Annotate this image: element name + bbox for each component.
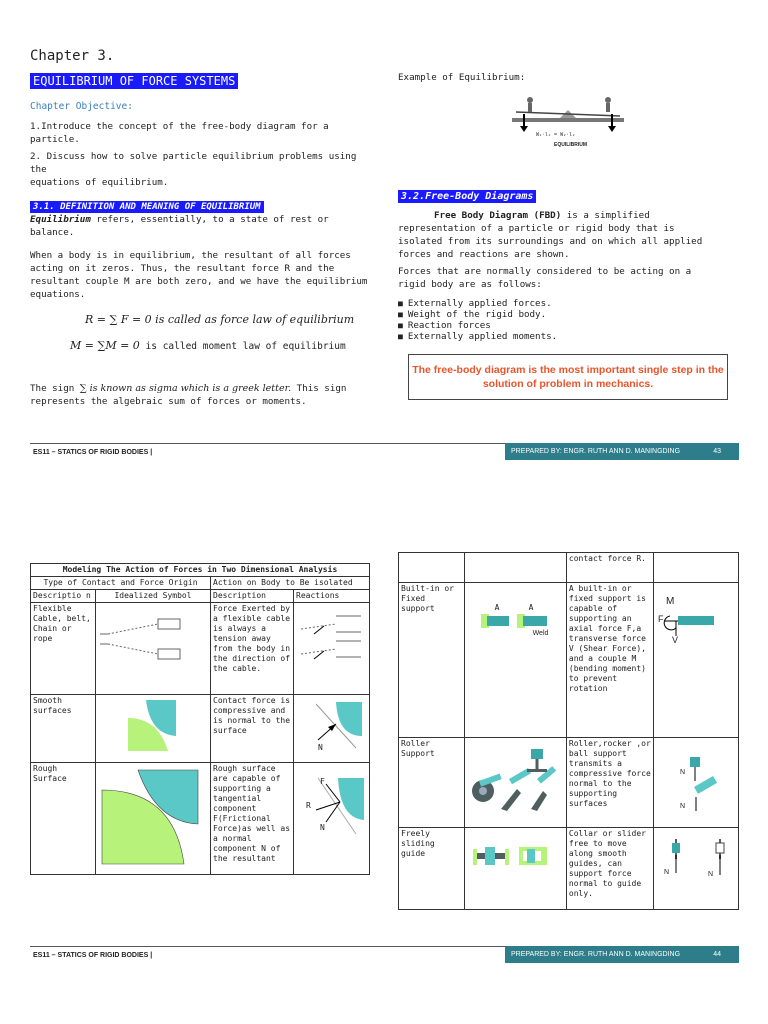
sigma-paragraph [30,382,370,408]
equilibrium-def-rest: refers, essentially, to a state of rest or balance. [30,214,329,238]
section-3-2-heading [398,184,536,203]
table-row [399,553,739,583]
row-desc: Contact force is compressive and is normal to the surface [211,695,294,763]
fbd-callout: The free-body diagram is the most important single step in the solution of problem in mechanics. [408,354,728,400]
body-paragraph: When a body is in equilibrium, the resultant of all forces acting on it zeros. Thus, the resultant force R and the resultant couple M are both zero, and we have the equilibrium equations. [30,250,368,300]
table-row [399,828,739,910]
equilibrium-definition [30,213,370,239]
chapter-heading: Chapter 3. [30,48,115,64]
row-name: Flexible Cable, belt, Chain or rope [31,603,96,695]
section-3-1-heading [30,194,264,213]
footer-course: ES11 – STATICS OF RIGID BODIES | [33,952,153,959]
row-name: Smooth surfaces [31,695,96,763]
table-title: Modeling The Action of Forces in Two Dimensional Analysis [31,564,370,577]
sub-reactions: Reactions [294,590,370,603]
row-symbol [464,553,566,583]
moment-law-equation [70,339,346,353]
label-a2: A [528,603,534,612]
sliding-guide-symbol [464,828,566,910]
list-item: ■ Externally applied moments. [398,331,718,342]
footer-prepared-by [505,946,739,963]
row-desc: Rough surface are capable of supporting a tangential component F(Frictional Force)as well as a normal component N of the resultant [211,763,294,875]
fixed-support-symbol [464,583,566,738]
roller-support-reaction [654,738,739,828]
objective-2-line1: 2. Discuss how to solve particle equilibrium problems using the [30,151,357,175]
shear-label: V [672,635,679,645]
fbd-definition [398,209,716,261]
force-modeling-table [30,563,370,875]
axial-label: F [658,614,664,624]
table-row [399,738,739,828]
col-contact-type: Type of Contact and Force Origin [31,577,211,590]
chapter-title-text: EQUILIBRIUM OF FORCE SYSTEMS [30,73,238,89]
friction-label: F [320,777,325,786]
moment-law-rest: is called moment law of equilibrium [139,341,346,352]
sliding-guide-reaction [654,828,739,910]
row-desc: contact force R. [566,553,653,583]
cable-reaction [294,603,370,695]
normal-label-2: N [708,871,714,878]
footer-course: ES11 – STATICS OF RIGID BODIES | [33,449,153,456]
table-row [399,583,739,738]
sigma-c: This sign represents the algebraic sum of forces or moments. [30,383,347,407]
roller-support-symbol [464,738,566,828]
sub-description: Descriptio n [31,590,96,603]
col-action: Action on Body to Be isolated [211,577,370,590]
normal-label-2: N [680,803,686,810]
table-row [31,603,370,695]
list-item: ■ Externally applied forces. [398,298,718,309]
sigma-a: The sign [30,383,80,394]
smooth-surface-symbol [96,695,211,763]
support-table [398,552,739,910]
objective-heading: Chapter Objective: [30,101,133,112]
row-name: Rough Surface [31,763,96,875]
moment-law-lhs: M = ∑M = 0 [70,339,140,352]
footer-author: PREPARED BY: ENGR. RUTH ANN D. MANINGDING [511,951,681,958]
equilibrium-term: Equilibrium [30,214,91,225]
table-row [31,763,370,875]
resultant-label: R [306,801,311,810]
forces-list [398,298,718,342]
row-desc: Collar or slider free to move along smooth guides, can support force normal to guide only. [566,828,653,910]
svg-text:W₁·l₁ = W₂·l₂: W₁·l₁ = W₂·l₂ [536,132,576,138]
normal-label-1: N [680,769,686,776]
smooth-surface-reaction [294,695,370,763]
page-number: 44 [713,951,721,958]
list-item: ■ Weight of the rigid body. [398,309,718,320]
row-desc: Force Exerted by a flexible cable is always a tension away from the body in the direction of the cable. [211,603,294,695]
row-reaction [654,553,739,583]
label-a1: A [494,603,500,612]
example-caption: EQUILIBRIUM [554,142,588,148]
table-row [31,695,370,763]
row-desc: Roller,rocker ,or ball support transmits a compressive force normal to the supporting surfaces [566,738,653,828]
row-desc: A built-in or fixed support is capable of supporting an axial force F,a transverse force V (Shear Force), and a couple M (bending moment) to prevent rotation [566,583,653,738]
list-item: ■ Reaction forces [398,320,718,331]
sigma-b: ∑ is known as sigma which is a greek letter. [79,383,292,394]
force-law-equation: R = ∑ F = 0 is called as force law of equilibrium [85,313,355,326]
sub-description-2: Description [211,590,294,603]
equilibrium-example-image [512,92,624,152]
weld-label: Weld [532,630,549,637]
objective-1: 1.Introduce the concept of the free-body diagram for a particle. [30,121,329,145]
footer-author: PREPARED BY: ENGR. RUTH ANN D. MANINGDING [511,448,681,455]
normal-label: N [318,743,323,752]
row-name: Built-in or Fixed support [399,583,465,738]
example-label: Example of Equilibrium: [398,72,526,83]
fbd-term: Free Body Diagram (FBD) [434,210,562,221]
footer-prepared-by [505,443,739,460]
fixed-support-reaction [654,583,739,738]
fbd-rest: is a simplified representation of a particle or rigid body that is isolated from its surroundings and on which all applied forces and reactions are shown. [398,210,703,260]
moment-label: M [666,596,675,607]
rough-surface-reaction [294,763,370,875]
page-number: 43 [713,448,721,455]
row-name: Freely sliding guide [399,828,465,910]
row-name [399,553,465,583]
normal-label-1: N [664,869,670,876]
forces-intro: Forces that are normally considered to be acting on a rigid body are as follows: [398,266,692,290]
rough-surface-symbol [96,763,211,875]
objective-2-line2: equations of equilibrium. [30,177,169,188]
cable-symbol [96,603,211,695]
row-name: Roller Support [399,738,465,828]
normal-label: N [320,823,325,832]
sub-symbol: Idealized Symbol [96,590,211,603]
section-3-1-text: 3.1. DEFINITION AND MEANING OF EQUILIBRIUM [30,201,264,213]
objective-2 [30,150,370,189]
section-3-2-text: 3.2.Free-Body Diagrams [398,190,536,203]
chapter-title [30,74,238,88]
